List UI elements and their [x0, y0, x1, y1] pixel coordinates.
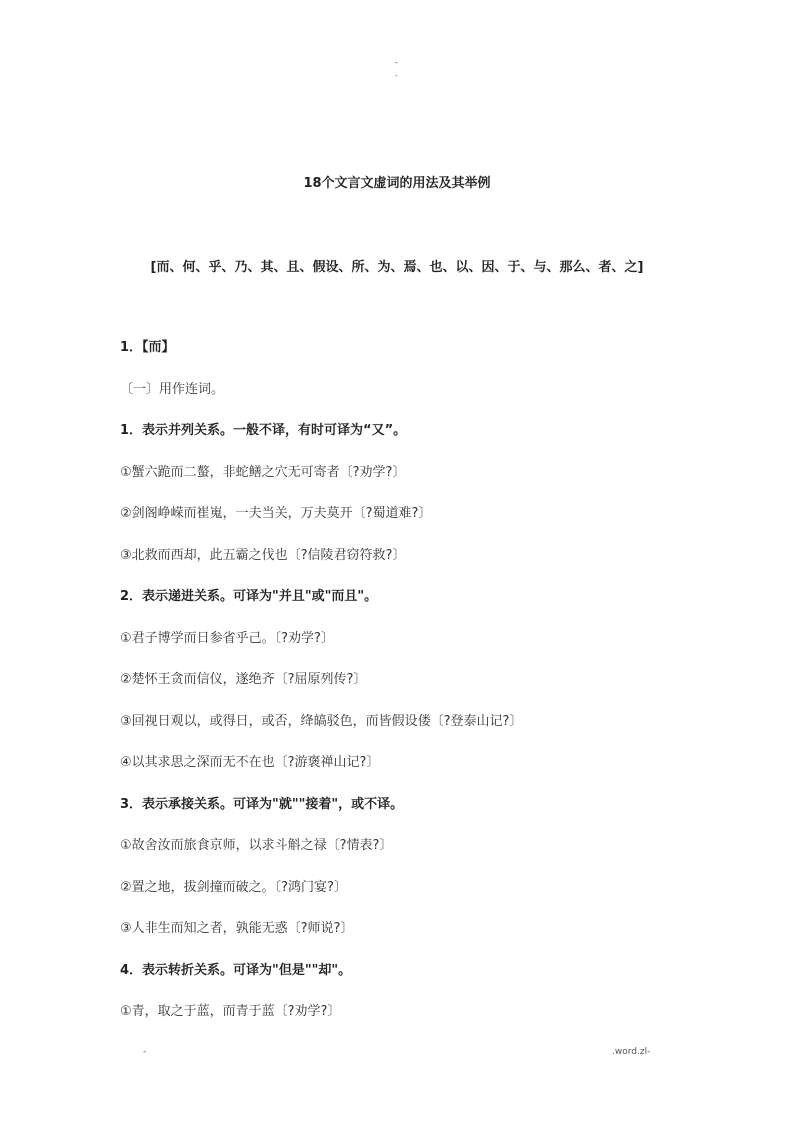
section-heading: 1．表示并列关系。一般不译，有时可译为“又”。 — [120, 423, 407, 438]
body-line: ①故舍汝而旅食京师，以求斗斛之禄〔?情表?〕 — [120, 838, 393, 853]
body-line: 〔一〕用作连词。 — [120, 382, 225, 397]
footer-right: .word.zl- — [612, 1047, 651, 1057]
section-heading: 2．表示递进关系。可译为"并且"或"而且"。 — [120, 589, 378, 604]
body-line: ②楚怀王贪而信仪，遂绝齐〔?屈原列传?〕 — [120, 672, 367, 687]
body-line: ①君子博学而日参省乎己。〔?劝学?〕 — [120, 631, 334, 646]
footer-left: - — [143, 1047, 147, 1057]
body-line: ①青，取之于蓝，而青于蓝〔?劝学?〕 — [120, 1004, 341, 1019]
section-heading: 4．表示转折关系。可译为"但是""却"。 — [120, 963, 352, 978]
body-line: ③人非生而知之者，孰能无惑〔?师说?〕 — [120, 921, 354, 936]
body-line: ②剑阁峥嵘而崔嵬，一夫当关，万夫莫开〔?蜀道难?〕 — [120, 506, 432, 521]
document-title: 18个文言文虚词的用法及其举例 — [303, 176, 491, 191]
header-mark-top: - — [395, 58, 398, 67]
header-mark-bottom: - — [395, 71, 398, 80]
body-line: ②置之地，拔剑撞而破之。〔?鸿门宴?〕 — [120, 880, 347, 895]
document-subtitle: [而、何、乎、乃、其、且、假设、所、为、焉、也、以、因、于、与、那么、者、之] — [150, 260, 644, 275]
section-heading: 3．表示承接关系。可译为"就""接着"，或不译。 — [120, 797, 404, 812]
section-heading: 1．【而】 — [120, 340, 175, 355]
body-line: ①蟹六跪而二螯，非蛇鳝之穴无可寄者〔?劝学?〕 — [120, 465, 406, 480]
body-line: ③回视日观以，或得日，或否，绛皜驳色，而皆假设偻〔?登泰山记?〕 — [120, 714, 523, 729]
body-line: ④以其求思之深而无不在也〔?游褒禅山记?〕 — [120, 755, 380, 770]
body-line: ③北救而西却，此五霸之伐也〔?信陵君窃符救?〕 — [120, 548, 406, 563]
